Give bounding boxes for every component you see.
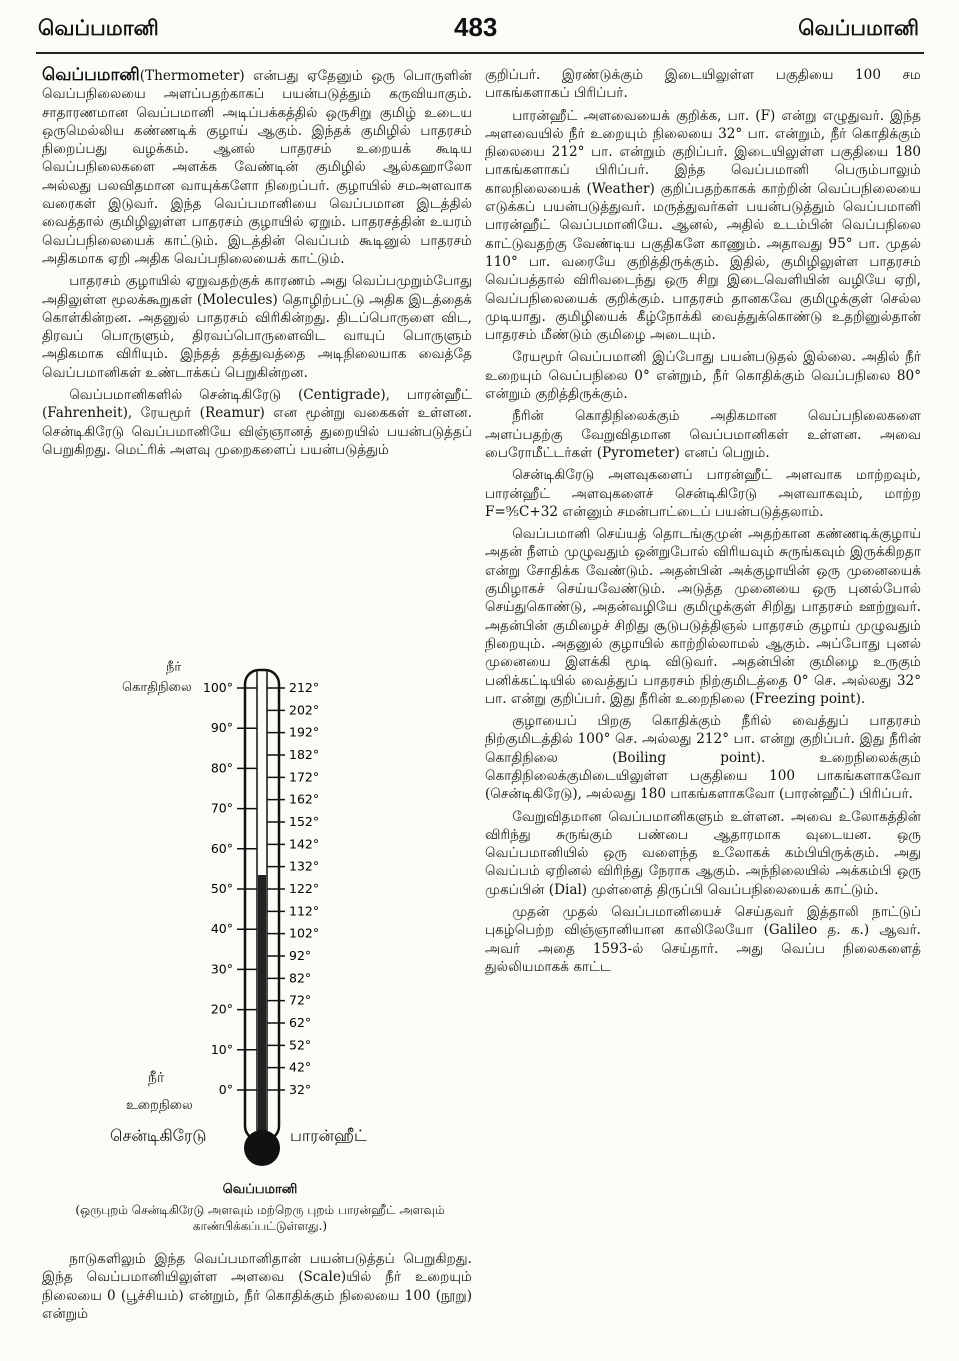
paragraph: சென்டிகிரேடு அளவுகளைப் பாரன்ஹீட் அளவாக மாற்றவும், பாரன்ஹீட் அளவுகளைச் சென்டிகிரேடு அளவாகவும், மாற்ற F=⁹⁄₅C+32 என்னும் சமன்பாட்டைப் பயன்படுத்தலாம். <box>485 467 921 520</box>
fahrenheit-tick-label: 102° <box>289 925 320 941</box>
celsius-tick-label: 90° <box>210 720 233 736</box>
freezing-label-line1: நீர் <box>148 1070 165 1086</box>
fahrenheit-tick-label: 192° <box>289 724 320 740</box>
figure-title: வெப்பமானி <box>222 1182 298 1197</box>
thermometer-figure <box>40 650 480 1240</box>
fahrenheit-tick-label: 32° <box>289 1082 312 1097</box>
fahrenheit-tick-label: 82° <box>289 970 312 986</box>
fahrenheit-tick-label: 142° <box>289 836 320 852</box>
fahrenheit-tick-label: 182° <box>289 747 320 762</box>
paragraph: நாடுகளிலும் இந்த வெப்பமானிதான் பயன்படுத்தப் பெறுகிறது. இந்த வெப்பமானியிலுள்ள அளவை (Scale)யில் நீர் உறையும் நிலையை 0 (பூச்சியம்) என்றும், நீர் கொதிக்கும் நிலையை 100 (நூறு) என்றும் <box>42 1251 472 1322</box>
freezing-label-line2: உறைநிலை <box>126 1098 193 1113</box>
fahrenheit-tick-label: 172° <box>289 769 320 785</box>
thermometer-illustration <box>40 650 480 1180</box>
paragraph: பாரன்ஹீட் அளவையைக் குறிக்க, பா. (F) என்று எழுதுவர். இந்த அளவையில் நீர் உறையும் நிலையை 32° பா. என்றும், நீர் கொதிக்கும் நிலையை 212° பா. என்றும் குறிப்பர். இடையிலுள்ள பகுதியை 180 பாகங்களாகப் பிரிப்பர். இந்த வெப்பமானி பெரும்பாலும் காலநிலையைக் (Weather) குறிப்பதற்காகக் காற்றின் வெப்பநிலையை எடுக்கப் பயன்படுத்துவர். மருத்துவர்கள் பயன்படுத்தும் வெப்பமானி பாரன்ஹீட் வெப்பமானியே. ஆனல், அதில் உடம்பின் வெப்பநிலை காட்டுவதற்கு வேண்டிய பகுதிகளே காணும். அதாவது 95° பா. முதல் 110° பா. வரையே குறித்திருக்கும். இதில், குமிழிலுள்ள பாதரசம் வெப்பத்தால் விரிவடைந்து ஒரு சிறு இடைவெளியின் வழியே ஏறி, வெப்பநிலையைக் குறிக்கும். பாதரசம் தானகவே குமிழுக்குள் செல்ல முடியாது. குமிழியைக் கீழ்நோக்கி வைத்துக்கொண்டு உதறினுல்தான் பாதரசம் மீண்டும் குமிழை அடையும். <box>485 107 921 344</box>
celsius-tick-label: 70° <box>210 800 233 816</box>
celsius-tick-label: 100° <box>202 680 233 695</box>
fahrenheit-tick-label: 52° <box>289 1037 312 1053</box>
running-head-right: வெப்பமானி <box>798 16 919 40</box>
fahrenheit-tick-label: 62° <box>289 1015 312 1030</box>
figure-caption: (ஒருபுறம் சென்டிகிரேடு அளவும் மற்றெரு புறம் பாரன்ஹீட் அளவும் காண்பிக்கப்பட்டுள்ளது.) <box>75 1203 445 1233</box>
fahrenheit-scale-name: பாரன்ஹீட் <box>290 1126 367 1145</box>
fahrenheit-tick-label: 42° <box>289 1059 312 1075</box>
paragraph: நீரின் கொதிநிலைக்கும் அதிகமான வெப்பநிலைகளை அளப்பதற்கு வேறுவிதமான வெப்பமானிகள் உள்ளன. அவை பைரோமீட்டர்கள் (Pyrometer) எனப் பெறும். <box>485 408 921 461</box>
fahrenheit-tick-label: 152° <box>289 814 320 829</box>
fahrenheit-tick-label: 202° <box>289 702 320 718</box>
paragraph: வெப்பமானி(Thermometer) என்பது ஏதேனும் ஒரு பொருளின் வெப்பநிலையை அளப்பதற்காகப் பயன்படுத்தும் கருவியாகும். சாதாரணமான வெப்பமானி அடிப்பக்கத்தில் ஒருசிறு குமிழ் உடைய ஒருமெல்லிய கண்ணடிக் குழாய் ஆகும். இந்தக் குமிழில் பாதரசம் நிறைப்பது வழக்கம். ஆனல் பாதரசம் உறையக் கூடிய வெப்பநிலைகளை அளக்க வேண்டின் குமிழில் ஆல்கஹாலோ அல்லது பலவிதமான வாயுக்களோ நிறைப்பர். குழாயில் சமஅளவாக வரைகள் இடுவர். இந்த வெப்பமானியை வெப்பமான இடத்தில் வைத்தால் குமிழிலுள்ள பாதரசம் குழாயில் ஏறும். பாதரசத்தின் உயரம் வெப்பநிலையைக் காட்டும். இடத்தின் வெப்பம் கூடினுல் பாதரசம் அதிகமாக ஏறி அதிக வெப்பநிலையைக் காட்டும். <box>42 65 472 267</box>
paragraph: வெப்பமானிகளில் சென்டிகிரேடு (Centigrade), பாரன்ஹீட் (Fahrenheit), ரேயமூர் (Reamur) என மூன்று வகைகள் உள்ளன. சென்டிகிரேடு வெப்பமானியே விஞ்ஞானத் துறையில் பயன்படுத்தப் பெறுகிறது. மெட்ரிக் அளவு முறைகளைப் பயன்படுத்தும் <box>42 387 472 458</box>
paragraph: முதன் முதல் வெப்பமானியைச் செய்தவர் இத்தாலி நாட்டுப் புகழ்பெற்ற விஞ்ஞானியான காலிலேயோ (Galileo த. க.) ஆவர். அவர் அதை 1593-ல் செய்தார். அது வெப்ப நிலைகளைத் துல்லியமாகக் காட்ட <box>485 904 921 975</box>
right-column <box>485 66 921 980</box>
page-number: 483 <box>454 12 498 42</box>
paragraph: குறிப்பர். இரண்டுக்கும் இடையிலுள்ள பகுதியை 100 சம பாகங்களாகப் பிரிப்பர். <box>485 67 921 102</box>
header-rule <box>36 52 924 54</box>
celsius-tick-label: 0° <box>218 1082 233 1097</box>
fahrenheit-tick-label: 122° <box>289 881 320 896</box>
fahrenheit-tick-label: 72° <box>289 992 312 1008</box>
fahrenheit-tick-label: 212° <box>289 680 320 695</box>
celsius-tick-label: 10° <box>210 1041 233 1057</box>
celsius-tick-label: 60° <box>210 840 233 856</box>
celsius-tick-label: 30° <box>210 961 233 977</box>
fahrenheit-tick-label: 162° <box>289 791 320 807</box>
entry-headword: வெப்பமானி <box>42 65 140 85</box>
paragraph: பாதரசம் குழாயில் ஏறுவதற்குக் காரணம் அது வெப்பமுறும்போது அதிலுள்ள மூலக்கூறுகள் (Molecules) தொழிற்பட்டு அதிக இடத்தைக் கொள்கின்றன. அதனுல் பாதரசம் விரிகின்றது. திடப்பொருளை விட, திரவப் பொருளும், திரவப்பொருளைவிட வாயுப் பொருளும் அதிகமாக விரியும். இந்தத் தத்துவத்தை அடிநிலையாக வைத்தே வெப்பமானிகள் உண்டாக்கப் பெறுகின்றன. <box>42 273 472 381</box>
celsius-tick-label: 80° <box>210 760 233 776</box>
paragraph: குழாயைப் பிறகு கொதிக்கும் நீரில் வைத்துப் பாதரசம் நிற்குமிடத்தில் 100° செ. அல்லது 212° பா. என்று குறிப்பர். இது நீரின் கொதிநிலை (Boiling point). உறைநிலைக்கும் கொதிநிலைக்குமிடையிலுள்ள பகுதியை 100 பாகங்களாகவோ (சென்டிகிரேடு), அல்லது 180 பாகங்களாகவோ (பாரன்ஹீட்) பிரிப்பர். <box>485 713 921 803</box>
fahrenheit-tick-label: 132° <box>289 858 320 874</box>
left-column-continuation <box>42 1250 472 1327</box>
mercury-column <box>258 875 266 1135</box>
paragraph: ரேயமூர் வெப்பமானி இப்போது பயன்படுதல் இல்லை. அதில் நீர் உறையும் வெப்பநிலை 0° என்றும், நீர் கொதிக்கும் வெப்பநிலை 80° என்றும் குறித்திருக்கும். <box>485 349 921 403</box>
celsius-scale-name: சென்டிகிரேடு <box>110 1126 207 1145</box>
celsius-tick-label: 40° <box>210 921 233 937</box>
left-column <box>42 66 472 463</box>
fahrenheit-tick-label: 112° <box>289 903 320 919</box>
celsius-tick-label: 50° <box>210 881 233 896</box>
fahrenheit-tick-label: 92° <box>289 948 312 963</box>
boiling-label-line2: கொதிநிலை <box>122 680 192 695</box>
boiling-label-line1: நீர் <box>166 660 182 675</box>
running-head-left: வெப்பமானி <box>38 16 159 40</box>
celsius-tick-label: 20° <box>210 1001 233 1017</box>
mercury-bulb <box>244 1130 280 1166</box>
paragraph: வேறுவிதமான வெப்பமானிகளும் உள்ளன. அவை உலோகத்தின் விரிந்து சுருங்கும் பண்பை ஆதாரமாக வுடையன. ஒரு வெப்பமானியில் ஒரு வளைந்த உலோகக் கம்பியிருக்கும். அது வெப்பம் ஏறினல் விரிந்து நேராக ஆகும். அந்நிலையில் அக்கம்பி ஒரு முகப்பின் (Dial) முள்ளைத் திருப்பி வெப்பநிலையைக் காட்டும். <box>485 808 921 898</box>
paragraph: வெப்பமானி செய்யத் தொடங்குமுன் அதற்கான கண்ணடிக்குழாய் அதன் நீளம் முழுவதும் ஒன்றுபோல் விரியவும் சுருங்கவும் இருக்கிறதா என்று சோதிக்க வேண்டும். அதன்பின் அக்குழாயின் ஒரு முனையைக் குமிழாகச் செய்யவேண்டும். அடுத்த முனையை ஒரு புனல்போல் செய்துகொண்டு, அதன்வழியே குமிழுக்குள் சிறிது பாதரசம் ஊற்றுவர். அதன்பின் குமிழைச் சிறிது சூடுபடுத்திஞல் பாதரசம் குழாய் முழுவதும் நிறையும். அதனுல் குழாயில் காற்றில்லாமல் ஆகும். அப்போது புனல் முனையை இளக்கி மூடி விடுவர். அதன்பின் குமிழை உருகும் பனிக்கட்டியில் வைத்துப் பாதரசம் நிற்குமிடத்தை 0° செ. அல்லது 32° பா. என்று குறிப்பர். இது நீரின் உறைநிலை (Freezing point). <box>485 526 921 707</box>
